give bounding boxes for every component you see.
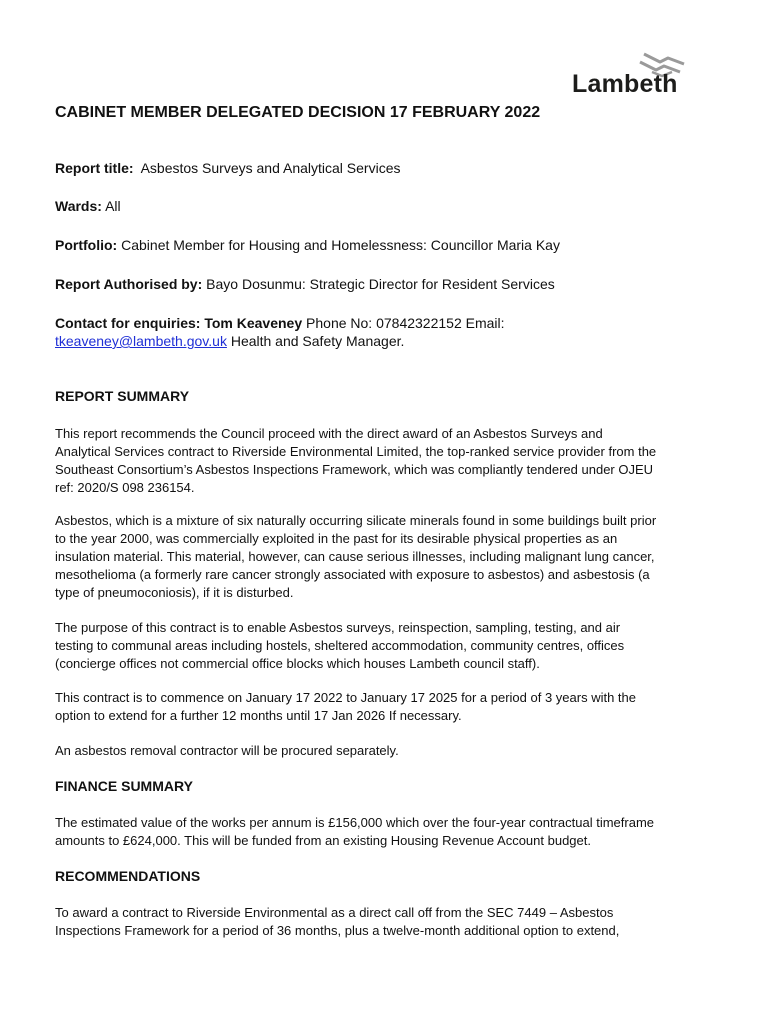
contact-block — [55, 314, 715, 350]
report-title-label: Report title: — [55, 160, 134, 176]
authorised-value: Bayo Dosunmu: Strategic Director for Resident Services — [206, 276, 555, 292]
contact-label: Contact for enquiries: Tom Keaveney — [55, 315, 303, 331]
contact-role: Health and Safety Manager. — [230, 333, 405, 349]
report-summary-paragraph-3: The purpose of this contract is to enable Asbestos surveys, reinspection, sampling, testing, and air testing to communal areas including hostels, sheltered accommodation, community centres, offices (concierge offices not commercial office blocks which houses Lambeth council staff). — [55, 620, 625, 671]
portfolio-line — [55, 236, 560, 254]
report-title-value: Asbestos Surveys and Analytical Services — [140, 160, 401, 176]
report-summary-paragraph-1: This report recommends the Council proceed with the direct award of an Asbestos Surveys and Analytical Services contract to Riverside Environmental Limited, the top-ranked service provider from the Southeast Consortium’s Asbestos Inspections Framework, which was compliantly tendered under OJEU ref: 2020/S 098 236154. — [55, 426, 657, 495]
report-summary-paragraph-4: This contract is to commence on January 17 2022 to January 17 2025 for a period of 3 years with the option to extend for a further 12 months until 17 Jan 2026 If necessary. — [55, 690, 636, 723]
report-title-line — [55, 159, 400, 177]
page-title: CABINET MEMBER DELEGATED DECISION 17 FEBRUARY 2022 — [55, 104, 541, 121]
logo-text: Lambeth — [572, 70, 678, 98]
lambeth-logo — [572, 48, 687, 98]
finance-summary-heading: FINANCE SUMMARY — [55, 778, 193, 794]
wards-line — [55, 197, 121, 215]
contact-phone: Phone No: 07842322152 Email: — [306, 315, 505, 331]
wards-label: Wards: — [55, 198, 102, 214]
recommendations-heading: RECOMMENDATIONS — [55, 868, 201, 884]
authorised-label: Report Authorised by: — [55, 276, 203, 292]
report-summary-paragraph-5: An asbestos removal contractor will be procured separately. — [55, 743, 399, 758]
contact-email-link[interactable]: tkeaveney@lambeth.gov.uk — [55, 333, 227, 349]
authorised-line — [55, 275, 555, 293]
portfolio-value: Cabinet Member for Housing and Homelessness: Councillor Maria Kay — [121, 237, 560, 253]
portfolio-label: Portfolio: — [55, 237, 118, 253]
report-summary-paragraph-2: Asbestos, which is a mixture of six naturally occurring silicate minerals found in some buildings built prior to the year 2000, was commercially exploited in the past for its desirable physical properties as an insulation material. This material, however, can cause serious illnesses, including malignant lung cancer, mesothelioma (a formerly rare cancer strongly associated with exposure to asbestos) and asbestosis (a type of pneumoconiosis), if it is disturbed. — [55, 513, 657, 600]
finance-summary-paragraph: The estimated value of the works per annum is £156,000 which over the four-year contractual timeframe amounts to £624,000. This will be funded from an existing Housing Revenue Account budget. — [55, 815, 655, 848]
recommendations-paragraph: To award a contract to Riverside Environmental as a direct call off from the SEC 7449 – Asbestos Inspections Framework for a period of 36 months, plus a twelve-month additional option to extend, — [55, 905, 620, 938]
report-summary-heading: REPORT SUMMARY — [55, 388, 190, 404]
wards-value: All — [105, 198, 121, 214]
